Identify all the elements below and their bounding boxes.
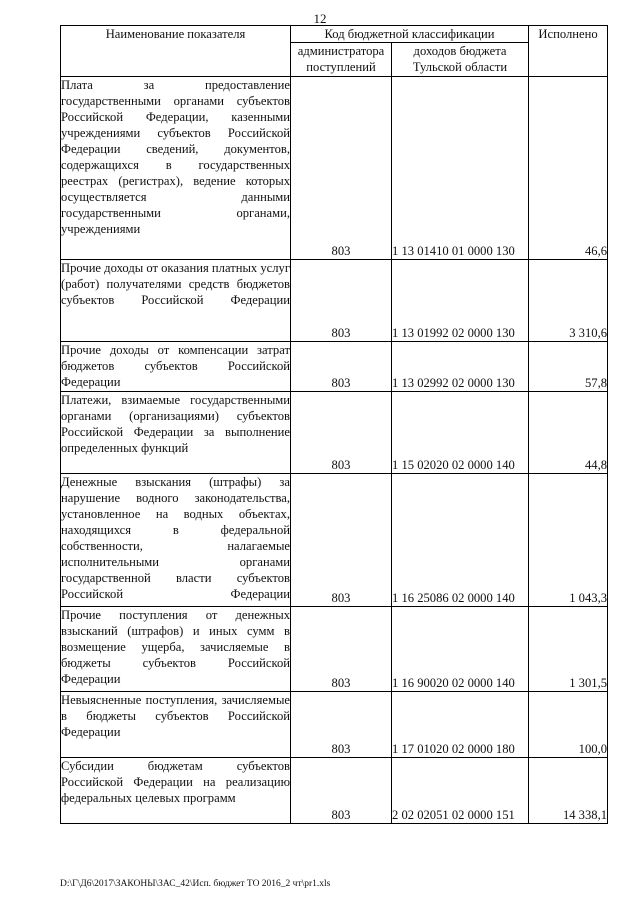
row-income-code: 1 13 01992 02 0000 130 bbox=[392, 260, 529, 342]
row-amount: 1 043,3 bbox=[529, 474, 608, 607]
row-admin-code: 803 bbox=[291, 474, 392, 607]
row-amount: 1 301,5 bbox=[529, 607, 608, 692]
table-row bbox=[61, 342, 608, 392]
row-admin-code: 803 bbox=[291, 692, 392, 758]
row-admin-code: 803 bbox=[291, 77, 392, 260]
row-income-code: 1 16 25086 02 0000 140 bbox=[392, 474, 529, 607]
row-income-code: 1 16 90020 02 0000 140 bbox=[392, 607, 529, 692]
header-code-group: Код бюджетной классификации bbox=[291, 26, 529, 43]
row-name: Платежи, взимаемые государственными органами (организациями) субъектов Российской Федерации за выполнение определенных функций bbox=[61, 392, 291, 474]
row-name: Невыясненные поступления, зачисляемые в бюджеты субъектов Российской Федерации bbox=[61, 692, 291, 758]
row-income-code: 2 02 02051 02 0000 151 bbox=[392, 758, 529, 824]
table-row bbox=[61, 77, 608, 260]
table-row bbox=[61, 692, 608, 758]
row-income-code: 1 13 01410 01 0000 130 bbox=[392, 77, 529, 260]
row-income-code: 1 15 02020 02 0000 140 bbox=[392, 392, 529, 474]
header-executed: Исполнено bbox=[529, 26, 608, 77]
row-admin-code: 803 bbox=[291, 260, 392, 342]
table-header bbox=[61, 26, 608, 77]
row-income-code: 1 17 01020 02 0000 180 bbox=[392, 692, 529, 758]
file-path-footer: D:\Г\Д6\2017\ЗАКОНЫ\ЗАС_42\Исп. бюджет ТО 2016_2 чт\pr1.xls bbox=[60, 879, 331, 889]
row-admin-code: 803 bbox=[291, 758, 392, 824]
row-name: Прочие доходы от оказания платных услуг (работ) получателями средств бюджетов субъектов Российской Федерации bbox=[61, 260, 291, 342]
budget-table bbox=[60, 25, 608, 824]
row-amount: 57,8 bbox=[529, 342, 608, 392]
row-amount: 44,8 bbox=[529, 392, 608, 474]
table-row bbox=[61, 474, 608, 607]
row-amount: 46,6 bbox=[529, 77, 608, 260]
row-amount: 3 310,6 bbox=[529, 260, 608, 342]
table-row bbox=[61, 758, 608, 824]
header-income: доходов бюджета Тульской области bbox=[392, 43, 529, 77]
row-name: Денежные взыскания (штрафы) за нарушение водного законодательства, установленное на водных объектах, находящихся в федеральной собственности, налагаемые исполнительными органами государственной власти субъектов Российской Федерации bbox=[61, 474, 291, 607]
table-row bbox=[61, 392, 608, 474]
header-admin: администратора поступлений bbox=[291, 43, 392, 77]
row-amount: 14 338,1 bbox=[529, 758, 608, 824]
table-body bbox=[61, 77, 608, 824]
table-row bbox=[61, 260, 608, 342]
row-name: Плата за предоставление государственными органами субъектов Российской Федерации, казенными учреждениями субъектов Российской Федерации сведений, документов, содержащихся в государственных реестрах (регистрах), ведение которых осуществляется данными государственными органами, учреждениями bbox=[61, 77, 291, 260]
table-row bbox=[61, 607, 608, 692]
row-name: Прочие поступления от денежных взысканий (штрафов) и иных сумм в возмещение ущерба, зачисляемые в бюджеты субъектов Российской Федерации bbox=[61, 607, 291, 692]
row-admin-code: 803 bbox=[291, 342, 392, 392]
row-name: Прочие доходы от компенсации затрат бюджетов субъектов Российской Федерации bbox=[61, 342, 291, 392]
page-number: 12 bbox=[313, 11, 327, 26]
row-name: Субсидии бюджетам субъектов Российской Федерации на реализацию федеральных целевых программ bbox=[61, 758, 291, 824]
header-indicator-name: Наименование показателя bbox=[61, 26, 291, 77]
row-admin-code: 803 bbox=[291, 607, 392, 692]
row-admin-code: 803 bbox=[291, 392, 392, 474]
row-income-code: 1 13 02992 02 0000 130 bbox=[392, 342, 529, 392]
row-amount: 100,0 bbox=[529, 692, 608, 758]
